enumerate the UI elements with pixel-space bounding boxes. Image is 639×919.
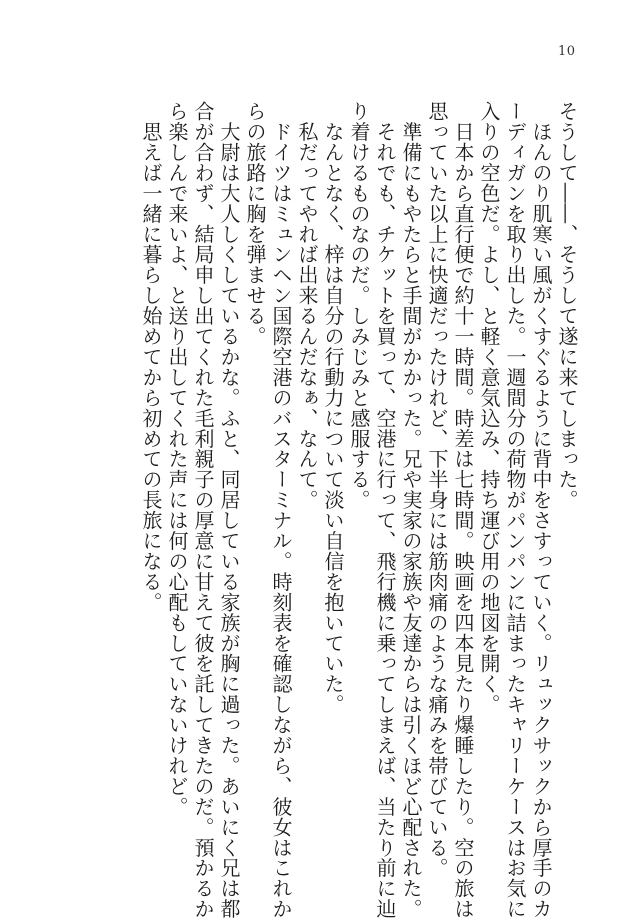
text-line: そうして――、そうして遂に来てしまった。 xyxy=(555,101,579,510)
text-line: なんとなく、梓は自分の行動力について淡い自信を抱いていた。 xyxy=(321,101,345,715)
text-line: 思っていた以上に快適だったけれど、下半身には筋肉痛のような痛みを帯びている。 xyxy=(425,101,449,879)
text-line: 合が合わず、結局申し出てくれた毛利親子の厚意に甘えて彼を託してきたのだ。預かるか xyxy=(191,101,215,919)
text-line: 入りの空色だ。よし、と軽く意気込み、持ち運び用の地図を開く。 xyxy=(477,101,501,715)
page-number: 10 xyxy=(558,44,576,59)
text-line: ーディガンを取り出した。一週間分の荷物がパンパンに詰まったキャリーケースはお気に xyxy=(503,101,527,919)
text-line: 思えば一緒に暮らし始めてから初めての長旅になる。 xyxy=(139,101,163,613)
text-line: ほんのり肌寒い風がくすぐるように背中をさすっていく。リュックサックから厚手のカ xyxy=(529,101,553,919)
text-line: り着けるものなのだ。しみじみと感服する。 xyxy=(347,101,371,510)
text-line: 準備にもやたらと手間がかかった。兄や実家の家族や友達からは引くほど心配された。 xyxy=(399,101,423,919)
text-line: ドイツはミュンヘン国際空港のバスターミナル。時刻表を確認しながら、彼女はこれか xyxy=(269,101,293,919)
text-line: 大尉は大人しくしているかな。ふと、同居している家族が胸に過った。あいにく兄は都 xyxy=(217,101,241,919)
text-line: ら楽しんで来いよ、と送り出してくれた声には何の心配もしていないけれど。 xyxy=(165,101,189,817)
body-text xyxy=(138,101,580,919)
text-line: 日本から直行便で約十一時間。時差は七時間。映画を四本見たり爆睡したり。空の旅は xyxy=(451,101,475,919)
text-line: らの旅路に胸を弾ませる。 xyxy=(243,101,267,347)
text-line: 私だってやれば出来るんだなぁ、なんて。 xyxy=(295,101,319,510)
text-line: それでも、チケットを買って、空港に行って、飛行機に乗ってしまえば、当たり前に辿 xyxy=(373,101,397,919)
